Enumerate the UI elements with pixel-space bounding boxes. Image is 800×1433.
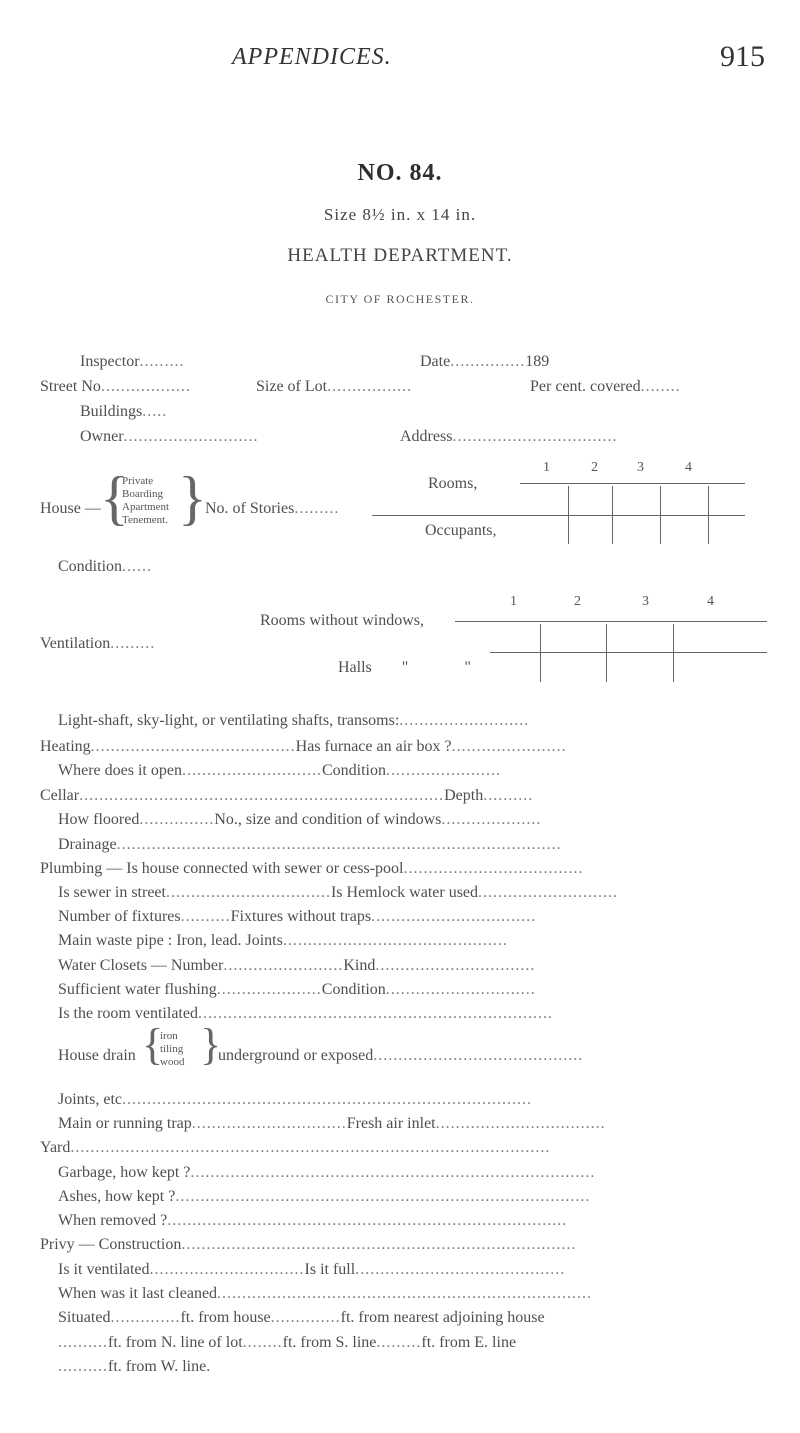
fixtures-no-traps-label: Fixtures without traps (230, 908, 372, 925)
drain-type-wood: wood (160, 1056, 185, 1068)
drain-types (160, 1030, 184, 1069)
water-closets-field[interactable]: Water Closets — Number........................Kind................................ (58, 957, 536, 974)
grid-col-line-1 (568, 486, 569, 544)
vent-col-3: 3 (642, 594, 649, 609)
city-title: CITY OF ROCHESTER. (325, 292, 475, 306)
privy-ventilated-label: Is it ventilated (58, 1261, 150, 1278)
how-floored-field[interactable]: How floored...............No., size and condition of windows.................... (58, 811, 542, 828)
house-type-private: Private (122, 475, 154, 487)
street-no-field[interactable]: Street No.................. (40, 378, 191, 395)
where-open-label: Where does it open (58, 762, 182, 779)
room-ventilated-field[interactable]: Is the room ventilated....................................................................... (58, 1005, 553, 1022)
drain-type-iron: iron (160, 1030, 178, 1042)
ft-from-nearest-label: ft. from nearest adjoining house (340, 1309, 545, 1326)
water-closets-label: Water Closets — Number (58, 957, 224, 974)
occupants-label: Occupants, (425, 522, 497, 539)
per-cent-covered-field[interactable]: Per cent. covered........ (530, 378, 681, 395)
house-types (122, 475, 169, 527)
fixtures-field[interactable]: Number of fixtures..........Fixtures without traps................................. (58, 908, 537, 925)
size-of-lot-field[interactable]: Size of Lot................. (256, 378, 413, 395)
rooms-without-windows-label: Rooms without windows, (260, 612, 425, 629)
drain-left-brace: { (142, 1020, 164, 1069)
w-line-field[interactable]: ..........ft. from W. line. (58, 1358, 211, 1375)
rooms-label: Rooms, (428, 475, 478, 492)
date-label: Date (420, 353, 451, 370)
situated-label: Situated (58, 1309, 111, 1326)
underground-field[interactable]: underground or exposed.......................................... (218, 1047, 584, 1064)
owner-field[interactable]: Owner........................... (80, 428, 259, 445)
lot-lines-field[interactable]: ..........ft. from N. line of lot........ft. from S. line.........ft. from E. line (58, 1334, 517, 1351)
heating-condition-label: Condition (321, 762, 386, 779)
address-field[interactable]: Address................................. (400, 428, 618, 445)
flushing-label: Sufficient water flushing (58, 981, 217, 998)
year-prefix: 189 (525, 353, 550, 370)
cellar-label: Cellar (40, 787, 80, 804)
house-type-boarding: Boarding (122, 488, 163, 500)
col-2: 2 (591, 460, 598, 475)
flushing-condition-label: Condition (321, 981, 386, 998)
left-brace: { (100, 465, 129, 531)
size-of-lot-label: Size of Lot (256, 378, 328, 395)
halls-ditto-1: " (401, 659, 409, 676)
buildings-label: Buildings (80, 403, 143, 420)
condition-label: Condition (58, 558, 123, 575)
form-size: Size 8½ in. x 14 in. (323, 205, 477, 224)
halls-row (338, 659, 471, 677)
last-cleaned-label: When was it last cleaned (58, 1285, 218, 1302)
privy-ventilated-field[interactable]: Is it ventilated...............................Is it full.......................................... (58, 1261, 566, 1278)
when-removed-label: When removed ? (58, 1212, 168, 1229)
sewer-street-field[interactable]: Is sewer in street.................................Is Hemlock water used............................ (58, 884, 619, 901)
col-3: 3 (637, 460, 644, 475)
vent-col-line-1 (540, 624, 541, 682)
plumbing-label: Plumbing — Is house connected with sewer or cess-pool (40, 860, 404, 877)
house-type-tenement: Tenement. (122, 514, 168, 526)
yard-field[interactable]: Yard................................................................................................ (40, 1139, 551, 1156)
col-1: 1 (543, 460, 550, 475)
plumbing-field[interactable]: Plumbing — Is house connected with sewer or cess-pool.................................... (40, 860, 584, 877)
heating-field[interactable]: Heating.........................................Has furnace an air box ?....................... (40, 738, 567, 755)
furnace-label: Has furnace an air box ? (295, 738, 452, 755)
fresh-air-label: Fresh air inlet (346, 1115, 436, 1132)
vent-col-4: 4 (707, 594, 714, 609)
halls-label: Halls (338, 659, 372, 676)
grid-col-line-2 (612, 486, 613, 544)
garbage-field[interactable]: Garbage, how kept ?................................................................................. (58, 1164, 596, 1181)
vent-col-2: 2 (574, 594, 581, 609)
windows-label: No., size and condition of windows (214, 811, 442, 828)
house-drain-label: House drain (58, 1047, 136, 1064)
drainage-label: Drainage (58, 836, 117, 853)
room-ventilated-label: Is the room ventilated (58, 1005, 198, 1022)
depth-label: Depth (444, 787, 484, 804)
ft-from-house-label: ft. from house (180, 1309, 271, 1326)
privy-full-label: Is it full (304, 1261, 356, 1278)
situated-field[interactable]: Situated..............ft. from house..............ft. from nearest adjoining house (58, 1309, 545, 1326)
yard-label: Yard (40, 1139, 71, 1156)
main-trap-label: Main or running trap (58, 1115, 192, 1132)
page-number: 915 (720, 40, 765, 73)
ft-e-line-label: ft. from E. line (421, 1334, 517, 1351)
main-trap-field[interactable]: Main or running trap...............................Fresh air inlet.................................. (58, 1115, 606, 1132)
right-brace: } (178, 465, 207, 531)
where-open-field[interactable]: Where does it open............................Condition....................... (58, 762, 501, 779)
grid-col-line-4 (708, 486, 709, 544)
drainage-field[interactable]: Drainage......................................................................................... (58, 836, 562, 853)
fixtures-label: Number of fixtures (58, 908, 181, 925)
vent-col-line-3 (673, 624, 674, 682)
vent-rule-mid (490, 652, 767, 653)
owner-label: Owner (80, 428, 124, 445)
drain-type-tiling: tiling (160, 1043, 184, 1055)
flushing-field[interactable]: Sufficient water flushing.....................Condition.............................. (58, 981, 536, 998)
stories-label: No. of Stories (205, 500, 295, 517)
ventilation-label: Ventilation (40, 635, 111, 652)
grid-rule-mid (372, 515, 745, 516)
department-title: HEALTH DEPARTMENT. (287, 245, 513, 266)
col-4: 4 (685, 460, 692, 475)
underground-label: underground or exposed (218, 1047, 374, 1064)
cellar-field[interactable]: Cellar.........................................................................Depth.......... (40, 787, 534, 804)
address-label: Address (400, 428, 453, 445)
privy-label: Privy — Construction (40, 1236, 182, 1253)
street-no-label: Street No (40, 378, 101, 395)
stories-field[interactable]: No. of Stories......... (205, 500, 340, 517)
kind-label: Kind (343, 957, 376, 974)
ft-w-line-label: ft. from W. line. (108, 1358, 211, 1375)
garbage-label: Garbage, how kept ? (58, 1164, 191, 1181)
ventilation-field[interactable]: Ventilation......... (40, 635, 156, 652)
grid-col-line-3 (660, 486, 661, 544)
condition-field[interactable]: Condition...... (58, 558, 153, 575)
ashes-label: Ashes, how kept ? (58, 1188, 176, 1205)
last-cleaned-field[interactable]: When was it last cleaned........................................................................... (58, 1285, 593, 1302)
inspector-label: Inspector (80, 353, 140, 370)
joints-label: Joints, etc (58, 1091, 122, 1108)
vent-rule-top (455, 621, 767, 622)
buildings-field[interactable]: Buildings..... (80, 403, 168, 420)
light-shaft-field[interactable]: Light-shaft, sky-light, or ventilating shafts, transoms:.......................... (58, 712, 530, 729)
hemlock-label: Is Hemlock water used (330, 884, 479, 901)
house-type-apartment: Apartment (122, 501, 170, 513)
heating-label: Heating (40, 738, 91, 755)
drain-right-brace: } (200, 1020, 222, 1069)
main-waste-label: Main waste pipe : Iron, lead. Joints (58, 932, 283, 949)
halls-ditto-2: " (464, 659, 471, 676)
running-header: APPENDICES. (232, 44, 392, 70)
date-field[interactable]: Date...............189 (420, 353, 550, 370)
form-number: NO. 84. (357, 160, 443, 186)
vent-col-1: 1 (510, 594, 517, 609)
when-removed-field[interactable]: When removed ?................................................................................ (58, 1212, 568, 1229)
inspector-field[interactable]: Inspector......... (80, 353, 185, 370)
joints-field[interactable]: Joints, etc.................................................................................. (58, 1091, 532, 1108)
main-waste-field[interactable]: Main waste pipe : Iron, lead. Joints............................................. (58, 932, 508, 949)
ft-n-line-label: ft. from N. line of lot (108, 1334, 243, 1351)
light-shaft-label: Light-shaft, sky-light, or ventilating shafts, transoms: (58, 712, 400, 729)
ashes-field[interactable]: Ashes, how kept ?................................................................................... (58, 1188, 591, 1205)
per-cent-covered-label: Per cent. covered (530, 378, 641, 395)
how-floored-label: How floored (58, 811, 140, 828)
vent-col-line-2 (606, 624, 607, 682)
privy-field[interactable]: Privy — Construction............................................................................... (40, 1236, 577, 1253)
sewer-street-label: Is sewer in street (58, 884, 166, 901)
ft-s-line-label: ft. from S. line (282, 1334, 377, 1351)
grid-rule-top (520, 483, 745, 484)
house-label: House — (40, 500, 101, 517)
